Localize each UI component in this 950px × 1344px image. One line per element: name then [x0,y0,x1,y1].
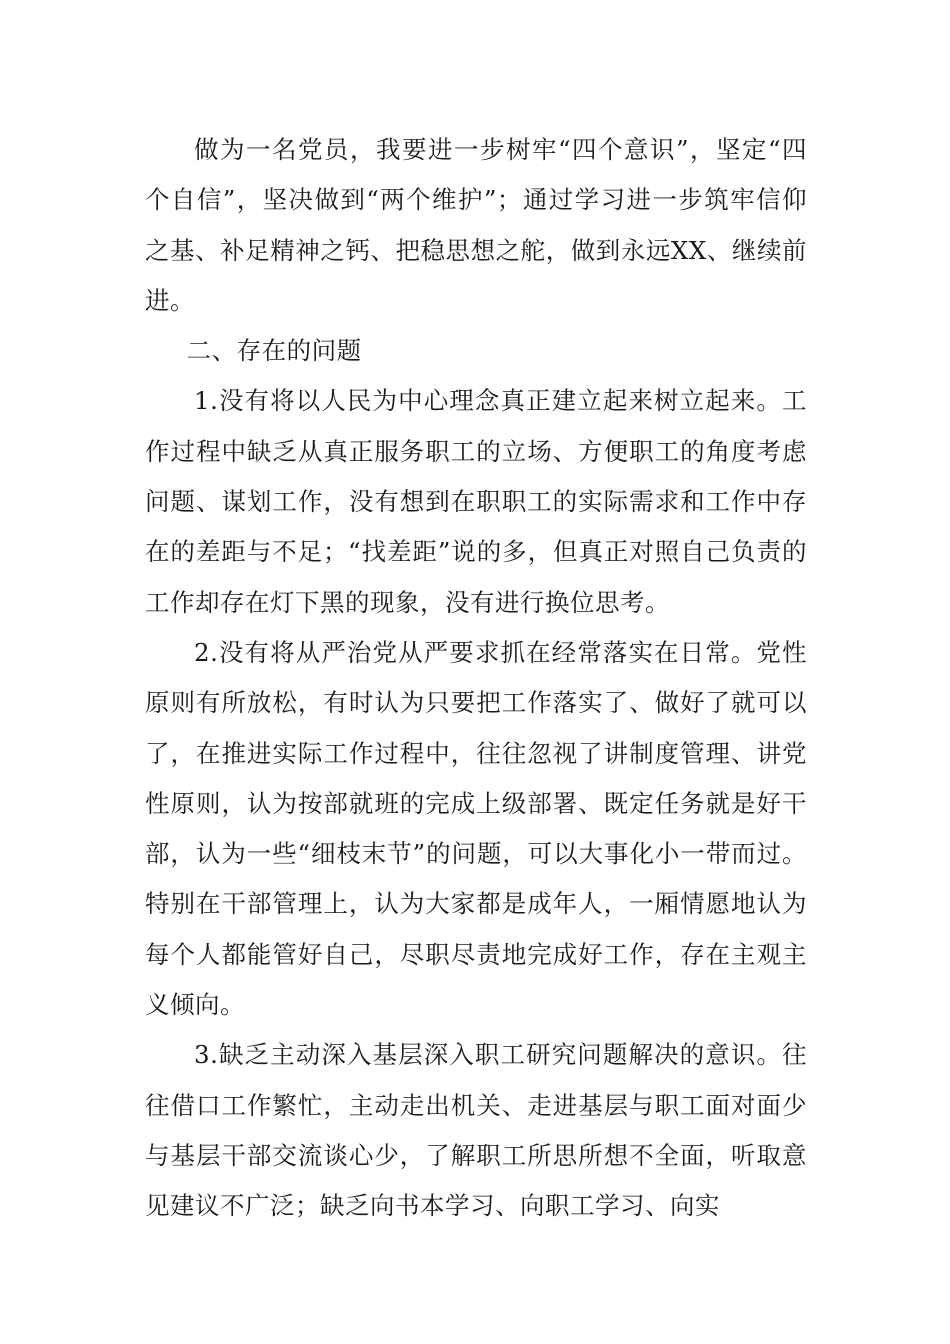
paragraph-problem-2: 2.没有将从严治党从严要求抓在经常落实在日常。党性原则有所放松，有时认为只要把工作落实了、做好了就可以了，在推进实际工作过程中，往往忽视了讲制度管理、讲党性原则，认为按部就班的完成上级部署、既定任务就是好干部，认为一些“细枝末节”的问题，可以大事化小一带而过。特别在干部管理上，认为大家都是成年人，一厢情愿地认为每个人都能管好自己，尽职尽责地完成好工作，存在主观主义倾向。 [145,637,807,1020]
paragraph-problem-1: 1.没有将以人民为中心理念真正建立起来树立起来。工作过程中缺乏从真正服务职工的立场、方便职工的角度考虑问题、谋划工作，没有想到在职职工的实际需求和工作中存在的差距与不足；“找差距”说的多，但真正对照自己负责的工作却存在灯下黑的现象，没有进行换位思考。 [145,386,807,617]
paragraph-party-member-commitment: 做为一名党员，我要进一步树牢“四个意识”，坚定“四个自信”，坚决做到“两个维护”；通过学习进一步筑牢信仰之基、补足精神之钙、把稳思想之舵，做到永远XX、继续前进。 [145,135,807,315]
paragraph-problem-3: 3.缺乏主动深入基层深入职工研究问题解决的意识。往往借口工作繁忙，主动走出机关、走进基层与职工面对面少与基层干部交流谈心少，了解职工所思所想不全面，听取意见建议不广泛；缺乏向书本学习、向职工学习、向实 [145,1040,807,1221]
section-heading-existing-problems: 二、存在的问题 [186,336,362,366]
document-body [145,125,807,1232]
